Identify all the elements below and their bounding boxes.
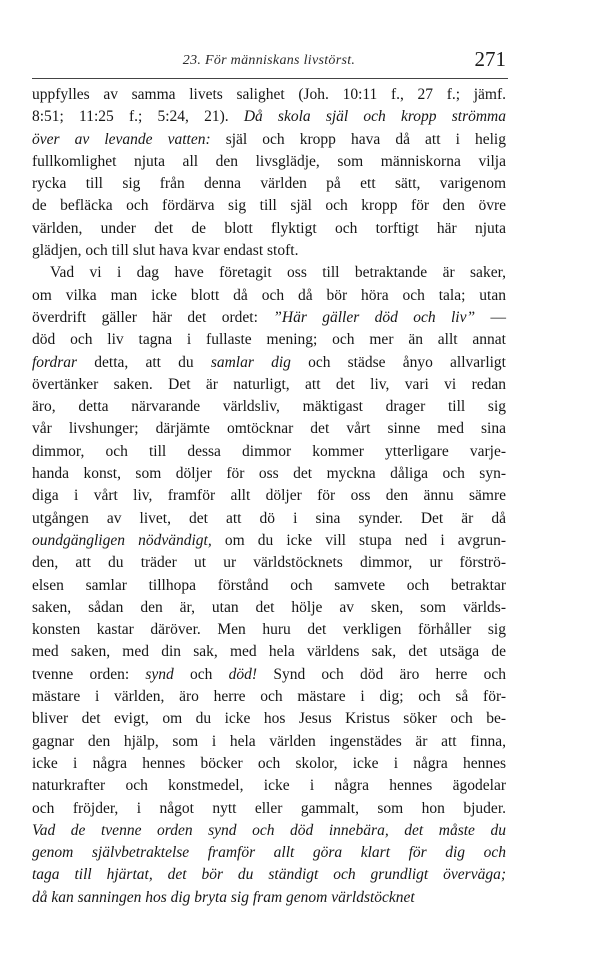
italic-run: fordrar — [32, 353, 78, 371]
text-run: med saken, med din sak, med hela världens sak, det utsäga de — [32, 643, 506, 661]
text-line — [32, 441, 506, 463]
text-run: glädjen, och till slut hava kvar endast stoft. — [32, 242, 299, 260]
text-line — [32, 575, 506, 597]
text-run: världen, under det de blott flyktigt och torftigt här njuta — [32, 219, 506, 237]
text-run: Synd och död äro herre och — [257, 665, 506, 683]
text-line — [32, 641, 506, 663]
text-run: diga i vårt liv, framför allt döljer för oss den ännu sämre — [32, 487, 506, 505]
text-run: utgången av livet, det att dö i sina synder. Det är då — [32, 509, 506, 527]
text-line — [32, 619, 506, 641]
text-run: 8:51; 11:25 f.; 5:24, 21). — [32, 108, 244, 126]
text-run: äro, detta närvarande världsliv, mäktigast drager till sig — [32, 398, 506, 416]
text-line — [32, 173, 506, 195]
text-line — [32, 463, 506, 485]
text-line — [32, 731, 506, 753]
text-line — [32, 820, 506, 842]
text-line — [32, 418, 506, 440]
text-run: rycka till sig från denna världen på ett sätt, varigenom — [32, 175, 506, 193]
text-run: tvenne orden: — [32, 665, 146, 683]
text-run: mästare i världen, äro herre och mästare i dig; och så för- — [32, 688, 506, 706]
text-line — [32, 374, 506, 396]
italic-run: taga till hjärtat, det bör du ständigt och grundligt överväga; — [32, 866, 506, 884]
text-line — [32, 129, 506, 151]
text-run: icke i några hennes böcker och skolor, icke i några hennes — [32, 754, 506, 772]
text-run: och städse ånyo allvarligt — [290, 353, 506, 371]
running-title: 23. För människans livstörst. — [182, 53, 356, 68]
text-line — [32, 485, 506, 507]
text-line — [32, 329, 506, 351]
text-line — [32, 552, 506, 574]
text-line — [32, 508, 506, 530]
text-run: övertänker saken. Det är naturligt, att det liv, vari vi redan — [32, 375, 506, 393]
text-line — [32, 842, 506, 864]
text-run: gagnar den hjälp, som i hela världen ingenstädes är att finna, — [32, 732, 506, 750]
text-line — [32, 664, 506, 686]
text-line — [32, 218, 506, 240]
text-line — [32, 262, 506, 284]
text-line — [32, 307, 506, 329]
body-text — [32, 84, 506, 909]
text-line — [32, 151, 506, 173]
italic-run: död! — [228, 665, 258, 683]
text-run: om vilka man icke blott då och då bör höra och tala; utan — [32, 286, 506, 304]
text-line — [32, 396, 506, 418]
text-run: elsen samlar tillhopa förstånd och samvete och betraktar — [32, 576, 506, 594]
text-run: och fröjder, i något nytt eller gammalt, som hon bjuder. — [32, 799, 506, 817]
text-line — [32, 84, 506, 106]
text-line — [32, 775, 506, 797]
text-run: naturkrafter och konstmedel, icke i några hennes ägodelar — [32, 777, 506, 795]
text-run: — — [475, 308, 506, 326]
italic-run: ”Här gäller död och liv” — [273, 308, 476, 326]
text-run: fullkomlighet njuta all den livsglädje, som människorna vilja — [32, 152, 506, 170]
text-line — [32, 597, 506, 619]
text-run: konsten kastar däröver. Men huru det verkligen förhåller sig — [32, 621, 506, 639]
text-line — [32, 285, 506, 307]
text-line — [32, 352, 506, 374]
text-line — [32, 864, 506, 886]
text-run: den, att du träder ut ur världstöcknets dimmor, ur förströ- — [32, 554, 506, 572]
text-run: detta, att du — [77, 353, 211, 371]
text-line — [32, 708, 506, 730]
text-line — [32, 240, 506, 262]
text-run: dimmor, och till dessa dimmor kommer ytterligare varje- — [32, 442, 506, 460]
text-run: överdrift gäller här det ordet: — [32, 308, 274, 326]
text-run: saken, sådan den är, utan det hölje av sken, som världs- — [32, 598, 506, 616]
italic-run: oundgängligen nödvändigt, — [32, 531, 212, 549]
text-line — [32, 887, 506, 909]
text-run: om du icke vill stupa ned i avgrun- — [211, 531, 506, 549]
text-line — [32, 753, 506, 775]
header-rule — [32, 78, 508, 79]
text-line — [32, 798, 506, 820]
text-line — [32, 106, 506, 128]
text-run: Vad vi i dag have företagit oss till betraktande är saker, — [50, 264, 506, 282]
page-header — [32, 47, 506, 77]
text-run: och — [173, 665, 229, 683]
italic-run: samlar dig — [210, 353, 291, 371]
text-run: de befläcka och fördärva sig till själ och kropp för den övre — [32, 197, 506, 215]
text-run: själ och kropp hava då att i helig — [210, 130, 506, 148]
italic-run: genom självbetraktelse framför allt göra klart för dig och — [32, 844, 506, 862]
page-number: 271 — [474, 47, 506, 71]
text-run: handa konst, som döljer för oss det myckna dåliga och syn- — [32, 465, 506, 483]
text-run: bliver det evigt, om du icke hos Jesus Kristus söker och be- — [32, 710, 506, 728]
text-run: vår livshunger; därjämte omtöcknar det vårt sinne med sina — [32, 420, 506, 438]
italic-run: Då skola själ och kropp strömma — [243, 108, 506, 126]
text-run: uppfylles av samma livets salighet (Joh. 10:11 f., 27 f.; jämf. — [32, 86, 506, 103]
text-line — [32, 195, 506, 217]
text-run: död och liv tagna i fullaste mening; och mer än allt annat — [32, 331, 506, 349]
italic-run: Vad de tvenne orden synd och död innebära, det måste du — [32, 821, 506, 839]
text-line — [32, 686, 506, 708]
italic-run: då kan sanningen hos dig bryta sig fram genom världstöcknet — [32, 888, 415, 906]
text-line — [32, 530, 506, 552]
italic-run: synd — [145, 665, 174, 683]
italic-run: över av levande vatten: — [32, 130, 211, 148]
